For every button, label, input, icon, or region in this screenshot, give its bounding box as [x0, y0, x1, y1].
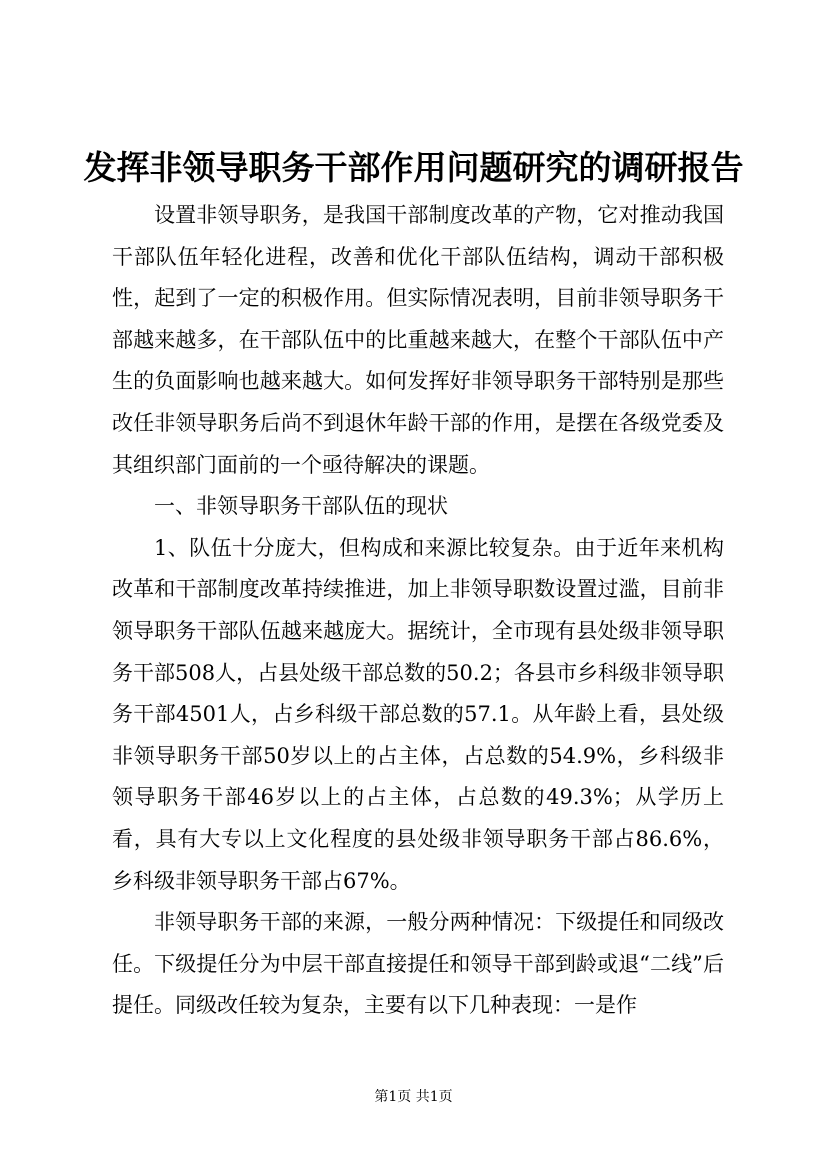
section-heading-1: 一、非领导职务干部队伍的现状 — [154, 494, 448, 519]
document-body — [112, 195, 724, 1027]
page-footer: 第1页 共1页 — [374, 1089, 453, 1105]
paragraph-team-size: 1、队伍十分庞大，但构成和来源比较复杂。由于近年来机构改革和干部制度改革持续推进，加上非领导职数设置过滥，目前非领导职务干部队伍越来越庞大。据统计，全市现有县处级非领导职务干部508人，占县处级干部总数的50.2；各县市乡科级非领导职务干部4501人，占乡科级干部总数的57.1。从年龄上看，县处级非领导职务干部50岁以上的占主体，占总数的54.9%，乡科级非领导职务干部46岁以上的占主体，占总数的49.3%；从学历上看，具有大专以上文化程度的县处级非领导职务干部占86.6%，乡科级非领导职务干部占67%。 — [112, 535, 724, 893]
paragraph-sources: 非领导职务干部的来源，一般分两种情况：下级提任和同级改任。下级提任分为中层干部直接提任和领导干部到龄或退“二线”后提任。同级改任较为复杂，主要有以下几种表现：一是作 — [112, 910, 724, 1018]
document-title: 发挥非领导职务干部作用问题研究的调研报告 — [83, 148, 744, 187]
paragraph-intro: 设置非领导职务，是我国干部制度改革的产物，它对推动我国干部队伍年轻化进程，改善和优化干部队伍结构，调动干部积极性，起到了一定的积极作用。但实际情况表明，目前非领导职务干部越来越多，在干部队伍中的比重越来越大，在整个干部队伍中产生的负面影响也越来越大。如何发挥好非领导职务干部特别是那些改任非领导职务后尚不到退休年龄干部的作用，是摆在各级党委及其组织部门面前的一个亟待解决的课题。 — [112, 203, 724, 477]
